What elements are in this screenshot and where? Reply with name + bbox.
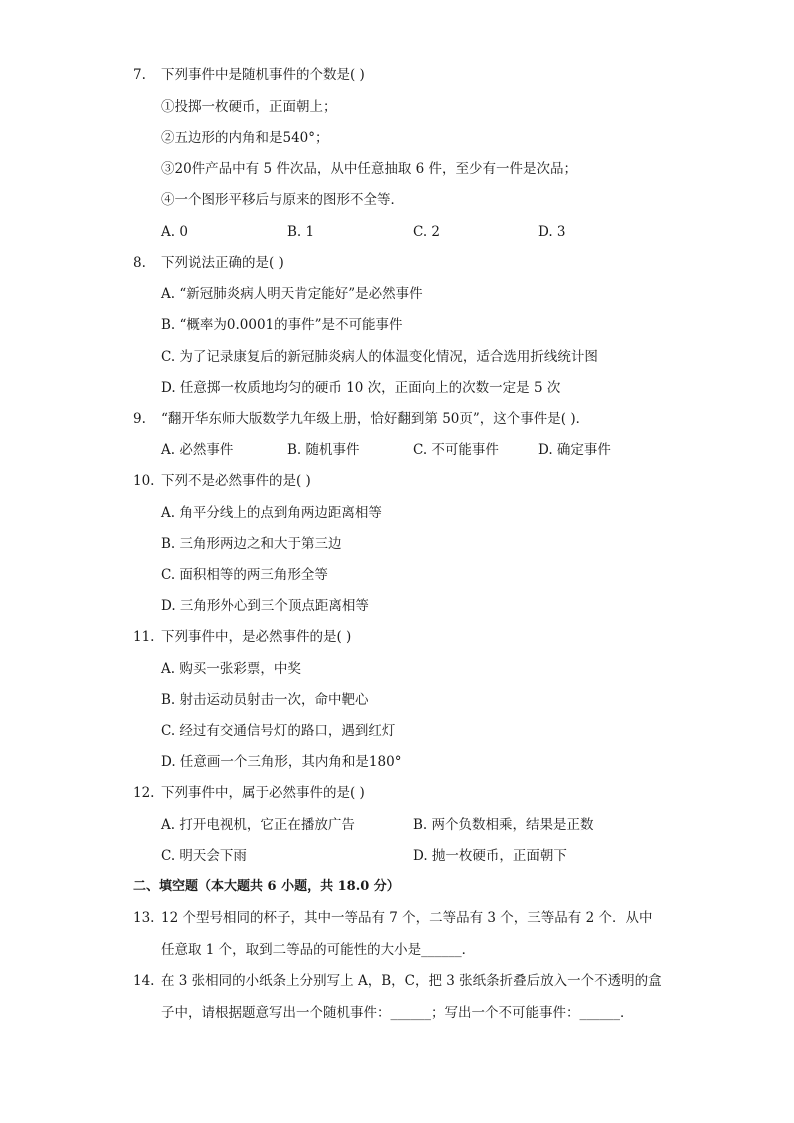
question-number: 10.: [133, 473, 155, 489]
question-7-item-2: ②五边形的内角和是540°；: [161, 130, 329, 146]
question-11-option-a: A. 购买一张彩票，中奖: [161, 661, 301, 677]
question-8-option-a: A. “新冠肺炎病人明天肯定能好”是必然事件: [161, 286, 423, 302]
question-14-line-2: 子中，请根据题意写出一个随机事件：______；写出一个不可能事件：______．: [161, 1005, 634, 1021]
option-c: C. 不可能事件: [413, 442, 499, 458]
option-d: D. 确定事件: [538, 442, 611, 458]
question-stem: 下列事件中是随机事件的个数是( ): [161, 67, 365, 83]
question-14: [133, 971, 662, 991]
section-title: 二、填空题（本大题共 6 小题，共 18.0 分）: [133, 879, 400, 894]
question-stem: “翻开华东师大版数学九年级上册，恰好翻到第 50页”，这个事件是( )．: [161, 411, 590, 427]
question-9: [133, 409, 589, 429]
question-number: 13.: [133, 910, 155, 926]
question-8-option-d: D. 任意掷一枚质地均匀的硬币 10 次，正面向上的次数一定是 5 次: [161, 380, 561, 396]
question-7-item-4: ④一个图形平移后与原来的图形不全等．: [161, 192, 404, 208]
option-b: B. 两个负数相乘，结果是正数: [413, 817, 594, 833]
question-number: 12.: [133, 785, 155, 801]
question-stem: 下列事件中，是必然事件的是( ): [161, 629, 352, 645]
question-text-line-1: 在 3 张相同的小纸条上分别写上 A，B，C，把 3 张纸条折叠后放入一个不透明的盒: [161, 973, 662, 989]
option-c: C. 2: [413, 224, 441, 240]
question-stem: 下列不是必然事件的是( ): [161, 473, 311, 489]
question-8-option-c: C. 为了记录康复后的新冠肺炎病人的体温变化情况，适合选用折线统计图: [161, 349, 598, 365]
question-13-line-2: 任意取 1 个，取到二等品的可能性的大小是______．: [161, 942, 476, 958]
question-7: [133, 65, 365, 85]
question-number: 8.: [133, 255, 146, 271]
question-stem: 下列事件中，属于必然事件的是( ): [161, 785, 365, 801]
option-a: A. 0: [161, 224, 188, 240]
question-10-option-a: A. 角平分线上的点到角两边距离相等: [161, 505, 382, 521]
question-number: 11.: [133, 629, 155, 645]
question-10: [133, 471, 311, 491]
question-11-option-c: C. 经过有交通信号灯的路口，遇到红灯: [161, 723, 396, 739]
question-11-option-b: B. 射击运动员射击一次，命中靶心: [161, 692, 369, 708]
question-7-item-3: ③20件产品中有 5 件次品，从中任意抽取 6 件，至少有一件是次品；: [161, 161, 578, 177]
option-a: A. 打开电视机，它正在播放广告: [161, 817, 355, 833]
question-10-option-c: C. 面积相等的两三角形全等: [161, 567, 328, 583]
question-stem: 下列说法正确的是( ): [161, 255, 284, 271]
question-10-option-d: D. 三角形外心到三个顶点距离相等: [161, 598, 369, 614]
option-b: B. 1: [287, 224, 315, 240]
question-number: 7.: [133, 67, 146, 83]
question-7-item-1: ①投掷一枚硬币，正面朝上；: [161, 99, 337, 115]
question-13: [133, 908, 652, 928]
question-text-line-1: 12 个型号相同的杯子，其中一等品有 7 个，二等品有 3 个，三等品有 2 个．从中: [161, 910, 653, 926]
question-number: 14.: [133, 973, 155, 989]
question-10-option-b: B. 三角形两边之和大于第三边: [161, 536, 342, 552]
option-a: A. 必然事件: [161, 442, 234, 458]
question-11: [133, 627, 351, 647]
option-d: D. 3: [538, 224, 566, 240]
option-b: B. 随机事件: [287, 442, 360, 458]
question-number: 9.: [133, 411, 146, 427]
question-12: [133, 783, 365, 803]
option-c: C. 明天会下雨: [161, 848, 247, 864]
question-8: [133, 253, 284, 273]
question-11-option-d: D. 任意画一个三角形，其内角和是180°: [161, 754, 402, 770]
option-d: D. 抛一枚硬币，正面朝下: [413, 848, 567, 864]
question-8-option-b: B. “概率为0.0001的事件”是不可能事件: [161, 317, 403, 333]
